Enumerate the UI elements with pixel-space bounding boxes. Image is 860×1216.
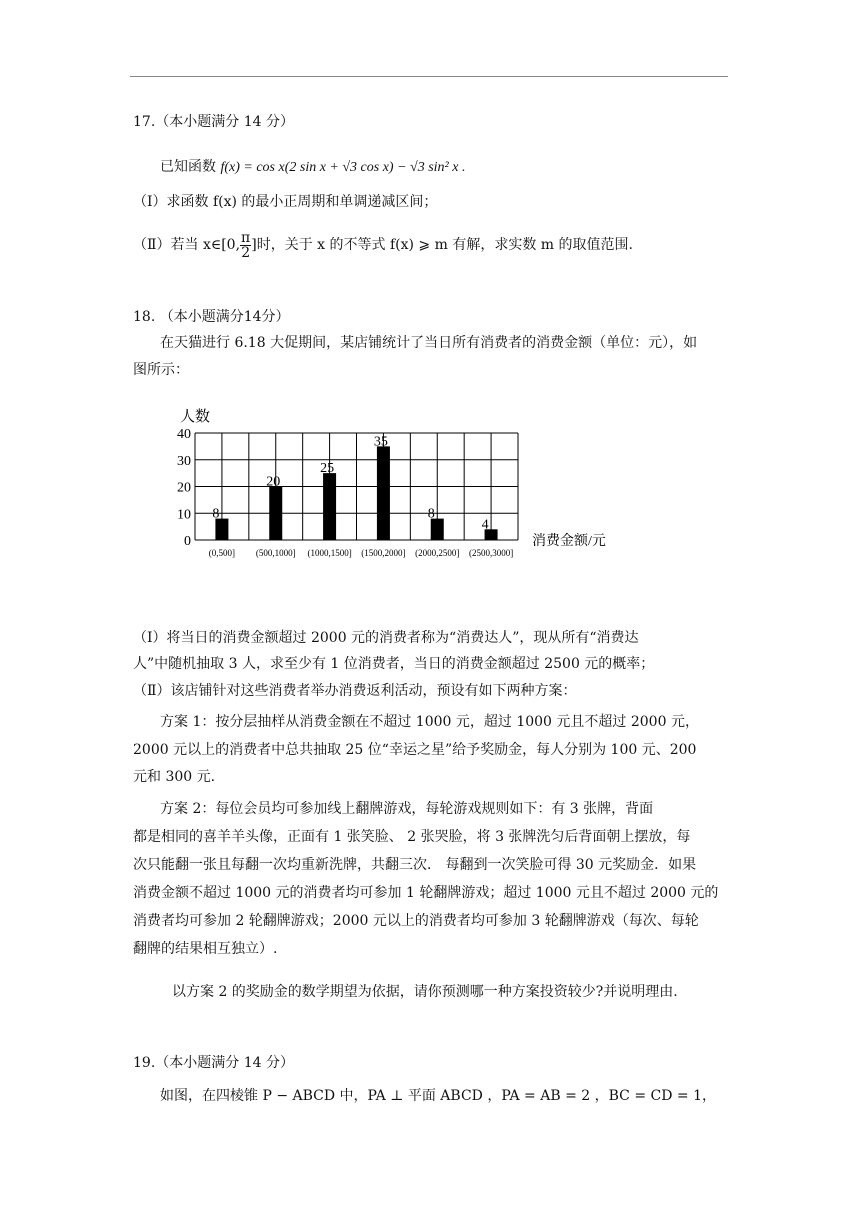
- q18-plan2-line5: 消费者均可参加 2 轮翻牌游戏；2000 元以上的消费者均可参加 3 轮翻牌游戏（每次、每轮: [133, 913, 699, 929]
- bar: [323, 473, 336, 540]
- x-tick-label: (1000,1500]: [307, 548, 352, 558]
- header-rule: [130, 76, 728, 77]
- q17-header: 17.（本小题满分 14 分）: [133, 114, 294, 130]
- chart-ylabel: 人数: [180, 409, 211, 425]
- data-label: 25: [320, 461, 335, 477]
- q18-plan2-line4: 消费金额不超过 1000 元的消费者均可参加 1 轮翻牌游戏；超过 1000 元且不超过 2000 元的: [133, 885, 719, 901]
- chart-xticks: [209, 548, 513, 558]
- bar: [377, 446, 390, 540]
- q18-plan2-line6: 翻牌的结果相互独立）.: [133, 941, 278, 957]
- q17-part2-b: ]时，关于 x 的不等式 f(x) ⩾ m 有解，求实数 m 的取值范围.: [251, 237, 633, 253]
- q17-function-formula: f(x) = cos x(2 sin x + √3 cos x) − √3 sin² x .: [220, 160, 466, 175]
- q18-plan1-line1: 方案 1：按分层抽样从消费金额在不超过 1000 元，超过 1000 元且不超过 2000 元，: [160, 714, 699, 730]
- chart-xlabel: 消费金额/元: [532, 534, 606, 549]
- q18-plan1-line2: 2000 元以上的消费者中总共抽取 25 位“幸运之星”给予奖励金，每人分别为 100 元、200: [133, 742, 697, 758]
- y-tick-label: 40: [177, 427, 191, 442]
- q18-plan2-line3: 次只能翻一张且每翻一次均重新洗牌，共翻三次． 每翻到一次笑脸可得 30 元奖励金．如果: [133, 857, 697, 873]
- fraction-numerator: π: [241, 229, 251, 246]
- q19-header: 19.（本小题满分 14 分）: [133, 1055, 294, 1071]
- q17-intro-prefix: 已知函数: [160, 159, 216, 175]
- q18-intro-line2: 图所示：: [133, 362, 189, 378]
- q17-part1: （Ⅰ）求函数 f(x) 的最小正周期和单调递减区间；: [133, 194, 438, 210]
- x-tick-label: (500,1000]: [255, 548, 296, 558]
- bar: [215, 519, 228, 540]
- data-label: 4: [481, 517, 489, 533]
- y-tick-label: 20: [177, 480, 191, 496]
- x-tick-label: (2000,2500]: [415, 548, 460, 558]
- bar: [269, 487, 282, 541]
- q18-intro-line1: 在天猫进行 6.18 大促期间，某店铺统计了当日所有消费者的消费金额（单位：元），如: [160, 335, 698, 351]
- x-tick-label: (0,500]: [208, 548, 236, 558]
- x-tick-label: (2500,3000]: [468, 548, 514, 558]
- q18-part1-line1: （Ⅰ）将当日的消费金额超过 2000 元的消费者称为“消费达人”，现从所有“消费达: [133, 630, 639, 646]
- q17-part2: [133, 230, 633, 260]
- q18-part1-line2: 人”中随机抽取 3 人，求至少有 1 位消费者，当日的消费金额超过 2500 元的概率；: [133, 656, 655, 672]
- fraction-denominator: 2: [241, 244, 251, 261]
- y-tick-label: 10: [177, 507, 191, 523]
- q18-plan2-line2: 都是相同的喜羊羊头像，正面有 1 张笑脸、 2 张哭脸，将 3 张牌洗匀后背面朝上摆放，每: [133, 829, 691, 845]
- chart-yticks: [177, 427, 191, 549]
- q18-header: 18. （本小题满分14分）: [133, 309, 290, 325]
- q18-plan1-line3: 元和 300 元.: [133, 769, 216, 785]
- chart-grid: [195, 433, 518, 540]
- data-label: 20: [266, 474, 281, 490]
- q19-intro: 如图，在四棱锥 P − ABCD 中，PA ⊥ 平面 ABCD ，PA = AB = 2 ，BC = CD = 1，: [160, 1088, 716, 1104]
- data-label: 8: [427, 506, 435, 522]
- chart-data-labels: [212, 434, 488, 532]
- x-tick-label: (1500,2000]: [361, 548, 406, 558]
- y-tick-label: 0: [184, 534, 191, 549]
- q18-plan2-line1: 方案 2：每位会员均可参加线上翻牌游戏，每轮游戏规则如下：有 3 张牌，背面: [160, 801, 654, 817]
- data-label: 8: [212, 506, 220, 522]
- q17-intro: [160, 157, 465, 178]
- pi-over-2-fraction: [240, 231, 251, 260]
- q18-question: 以方案 2 的奖励金的数学期望为依据，请你预测哪一种方案投资较少?并说明理由.: [172, 984, 678, 1000]
- q18-part2-line1: （Ⅱ）该店铺针对这些消费者举办消费返利活动，预设有如下两种方案：: [133, 683, 577, 699]
- y-tick-label: 30: [177, 453, 191, 469]
- bar: [431, 519, 444, 540]
- data-label: 35: [373, 434, 388, 450]
- q17-part2-a: （Ⅱ）若当 x∈[0,: [133, 237, 241, 253]
- spending-bar-chart: [150, 395, 630, 570]
